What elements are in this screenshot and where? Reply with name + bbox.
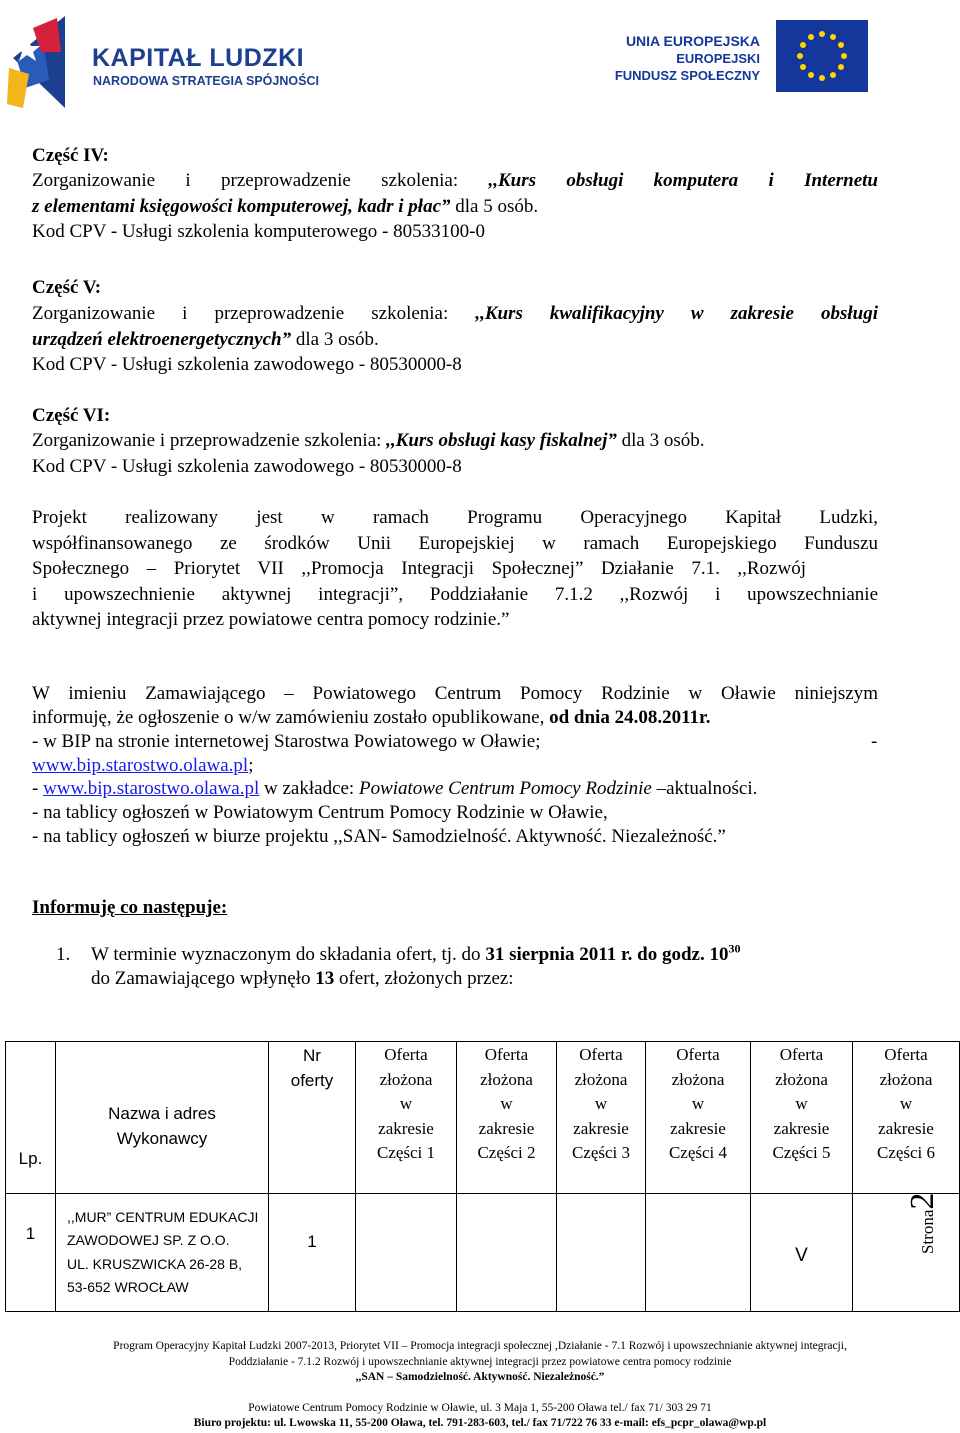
eu-logo-line2: EUROPEJSKI — [676, 51, 760, 66]
col-header-part-2 — [457, 1042, 557, 1194]
inform-item-line2-a: do Zamawiającego wpłynęło — [91, 968, 316, 989]
col-header-part-1 — [356, 1042, 457, 1194]
part-4-intro: Zorganizowanie i przeprowadzenie szkolenia: — [32, 170, 489, 191]
part-6-count: dla 3 osób. — [616, 430, 705, 451]
footer — [10, 1339, 950, 1432]
part-6-cpv: Kod CPV - Usługi szkolenia zawodowego - 80530000-8 — [32, 456, 462, 477]
table-row — [6, 1194, 960, 1312]
notice-line5-italic: Powiatowe Centrum Pomocy Rodzinie — [358, 778, 652, 799]
col-header-part-4-l2: złożona — [671, 1069, 725, 1089]
col-header-part-5-l5: Części 5 — [772, 1143, 831, 1162]
col-header-part-4-l4: zakresie — [670, 1118, 726, 1138]
notice-line3: - w BIP na stronie internetowej Starostwa Powiatowego w Oławie; — [32, 731, 541, 752]
col-header-part-4-l5: Części 4 — [668, 1143, 728, 1162]
kapital-ludzki-subtitle: NARODOWA STRATEGIA SPÓJNOŚCI — [93, 74, 319, 88]
col-header-part-3-l3: w — [594, 1094, 608, 1113]
part-5-cpv: Kod CPV - Usługi szkolenia zawodowego - 80530000-8 — [32, 354, 462, 375]
page-number-label: Strona — [918, 1209, 937, 1254]
part-6-title: Część VI: — [32, 405, 111, 426]
row-1-part-2 — [457, 1194, 557, 1312]
inform-item-line2 — [91, 966, 514, 992]
part-4-count: dla 5 osób. — [450, 196, 539, 217]
part-4-cpv: Kod CPV - Usługi szkolenia komputerowego - 80533100-0 — [32, 221, 485, 242]
row-1-part-4 — [646, 1194, 751, 1312]
col-header-part-6-l4: zakresie — [878, 1118, 934, 1138]
col-header-part-5-l4: zakresie — [773, 1118, 830, 1138]
row-1-name-l1: ,,MUR” CENTRUM EDUKACJI — [67, 1208, 259, 1225]
footer-project-name: ,,SAN – Samodzielność. Aktywność. Niezależność.” — [355, 1371, 605, 1383]
part-4-course-name-cont: z elementami księgowości komputerowej, kadr i płac” — [32, 196, 451, 217]
col-header-part-6-l2: złożona — [879, 1069, 933, 1089]
bip-link-tab[interactable]: www.bip.starostwo.olawa.pl — [43, 778, 260, 799]
notice-date: od dnia 24.08.2011r. — [549, 707, 711, 728]
kapital-ludzki-title: KAPITAŁ LUDZKI — [92, 44, 305, 72]
col-header-part-6-l5: Części 6 — [876, 1143, 936, 1162]
inform-heading: Informuję co następuje: — [32, 897, 228, 918]
row-1-part-5: V — [751, 1194, 853, 1312]
part-5-title: Część V: — [32, 277, 102, 298]
inform-item-line1 — [91, 942, 740, 968]
row-1-name — [56, 1194, 269, 1312]
notice-line2 — [32, 705, 710, 731]
col-header-name-l1: Nazwa i adres — [108, 1104, 216, 1123]
eu-logo-line1: UNIA EUROPEJSKA — [625, 33, 760, 49]
col-header-nr — [269, 1042, 356, 1194]
col-header-part-6 — [853, 1042, 960, 1194]
col-header-nr-l2: oferty — [290, 1070, 334, 1090]
project-line5: aktywnej integracji przez powiatowe centra pomocy rodzinie.” — [32, 609, 510, 630]
part-4-title: Część IV: — [32, 145, 109, 166]
col-header-part-4 — [646, 1042, 751, 1194]
col-header-part-4-l1: Oferta — [676, 1045, 720, 1064]
col-header-part-1-l3: w — [399, 1094, 413, 1113]
row-1-name-l2: ZAWODOWEJ SP. Z O.O. — [67, 1232, 230, 1248]
part-6-line1 — [32, 428, 704, 454]
inform-item-a: W terminie wyznaczonym do składania ofert, tj. do — [91, 944, 486, 965]
row-1-part-3 — [557, 1194, 646, 1312]
inform-deadline-minutes: 30 — [728, 941, 741, 956]
row-1-part-6 — [853, 1194, 960, 1312]
inform-deadline: 31 sierpnia 2011 r. do godz. 10 — [485, 944, 729, 965]
col-header-part-3-l2: złożona — [574, 1069, 628, 1089]
row-1-name-l3: UL. KRUSZWICKA 26-28 B, — [67, 1255, 243, 1272]
notice-line4-end: ; — [248, 755, 254, 776]
page-number — [904, 1174, 941, 1254]
col-header-part-2-l3: w — [500, 1094, 513, 1113]
col-header-nr-l1: Nr — [303, 1046, 321, 1065]
col-header-part-1-l4: zakresie — [378, 1118, 434, 1138]
part-6-course-name: ,,Kurs obsługi kasy fiskalnej” — [386, 430, 617, 451]
project-line3: Społecznego – Priorytet VII ,,Promocja Integracji Społecznej” Działanie 7.1. ,,Rozwój — [32, 558, 806, 579]
part-4-course-name: ,,Kurs obsługi komputera i Internetu — [488, 170, 878, 191]
col-header-part-4-l3: w — [691, 1094, 705, 1113]
part-5-line1 — [32, 301, 878, 327]
col-header-part-5-l1: Oferta — [779, 1045, 824, 1064]
part-5-count: dla 3 osób. — [291, 329, 379, 350]
eu-flag-stars-icon — [776, 20, 868, 92]
col-header-part-6-l1: Oferta — [884, 1045, 928, 1064]
footer-program: Program Operacyjny Kapitał Ludzki 2007-2013, Priorytet VII – Promocja integracji społecznej ,Działanie - 7.1 Rozwój i upowszechnianie aktywnej integracji, — [113, 1340, 847, 1352]
eu-logo-line3: FUNDUSZ SPOŁECZNY — [614, 68, 760, 83]
footer-subaction: Poddziałanie - 7.1.2 Rozwój i upowszechnianie aktywnej integracji przez powiatowe centra pomocy rodzinie — [228, 1355, 732, 1368]
part-5-course-name: ,,Kurs kwalifikacyjny w zakresie obsługi — [475, 303, 878, 324]
col-header-part-5-l3: w — [795, 1094, 808, 1113]
col-header-part-2-l2: złożona — [480, 1069, 533, 1089]
col-header-part-1-l5: Części 1 — [376, 1143, 436, 1162]
row-1-name-l4: 53-652 WROCŁAW — [67, 1279, 189, 1295]
project-line1: Projekt realizowany jest w ramach Programu Operacyjnego Kapitał Ludzki, — [32, 507, 878, 528]
row-1-nr: 1 — [269, 1194, 356, 1312]
inform-item-number: 1. — [56, 944, 71, 965]
footer-address: Powiatowe Centrum Pomocy Rodzinie w Oławie, ul. 3 Maja 1, 55-200 Oława tel./ fax 71/ 303 29 71 — [248, 1401, 712, 1414]
col-header-part-2-l4: zakresie — [478, 1118, 535, 1138]
col-header-part-3-l5: Części 3 — [571, 1143, 631, 1162]
notice-line3-dash: - — [871, 731, 878, 752]
col-header-part-3-l1: Oferta — [579, 1045, 623, 1064]
col-header-part-5-l2: złożona — [775, 1069, 828, 1089]
col-header-part-3 — [557, 1042, 646, 1194]
col-header-part-3-l4: zakresie — [573, 1118, 629, 1138]
inform-offer-count: 13 — [315, 968, 335, 989]
part-5-line2 — [32, 327, 379, 353]
row-1-lp: 1 — [6, 1194, 56, 1312]
notice-line5-mid: w zakładce: — [259, 778, 359, 799]
col-header-name — [56, 1042, 269, 1194]
bip-link[interactable]: www.bip.starostwo.olawa.pl — [32, 755, 249, 776]
col-header-part-1-l1: Oferta — [384, 1045, 428, 1064]
project-line2: współfinansowanego ze środków Unii Europejskiej w ramach Europejskiego Funduszu — [32, 533, 878, 554]
col-header-part-1-l2: złożona — [379, 1069, 433, 1089]
notice-line6: - na tablicy ogłoszeń w Powiatowym Centrum Pomocy Rodzinie w Oławie, — [32, 802, 608, 823]
notice-published: informuję, że ogłoszenie o w/w zamówieniu zostało opublikowane, — [32, 707, 550, 728]
offers-table — [5, 1041, 960, 1312]
notice-line5 — [32, 776, 757, 802]
part-4-line2 — [32, 194, 538, 220]
col-header-part-5 — [751, 1042, 853, 1194]
eu-flag — [776, 20, 868, 92]
col-header-part-6-l3: w — [899, 1094, 913, 1113]
footer-office: Biuro projektu: ul. Lwowska 11, 55-200 Oława, tel. 791-283-603, tel./ fax 71/722 76 33 e-mail: efs_pcpr_olawa@wp.pl — [193, 1417, 767, 1429]
project-line4: i upowszechnienie aktywnej integracji”, Poddziałanie 7.1.2 ,,Rozwój i upowszechnianie — [32, 584, 878, 605]
col-header-name-l2: Wykonawcy — [116, 1128, 208, 1148]
notice-line1: W imieniu Zamawiającego – Powiatowego Centrum Pomocy Rodzinie w Oławie niniejszym — [32, 683, 878, 704]
col-header-part-2-l5: Części 2 — [477, 1143, 536, 1162]
part-5-intro: Zorganizowanie i przeprowadzenie szkolenia: — [32, 303, 476, 324]
part-4-line1 — [32, 168, 878, 194]
inform-item-line2-c: ofert, złożonych przez: — [334, 968, 514, 989]
table-header-row — [6, 1042, 960, 1194]
notice-line5-end: –aktualności. — [651, 778, 758, 799]
part-6-intro: Zorganizowanie i przeprowadzenie szkolenia: — [32, 430, 387, 451]
col-header-lp: Lp. — [6, 1042, 56, 1194]
notice-line7: - na tablicy ogłoszeń w biurze projektu ,,SAN- Samodzielność. Aktywność. Niezależność.” — [32, 826, 726, 847]
notice-line5-dash: - — [32, 778, 44, 799]
eu-logo-text — [600, 32, 760, 84]
row-1-part-1 — [356, 1194, 457, 1312]
part-5-course-name-cont: urządzeń elektroenergetycznych” — [32, 329, 292, 350]
page-number-value: 2 — [904, 1192, 941, 1210]
col-header-part-2-l1: Oferta — [484, 1045, 529, 1064]
